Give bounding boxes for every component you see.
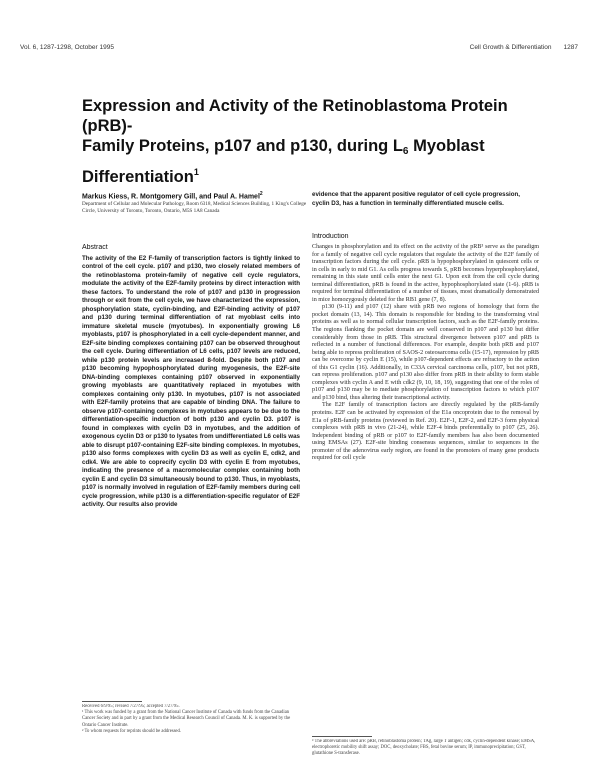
footnote-divider-right [312,736,372,737]
title-line-1: Expression and Activity of the Retinoblastoma Protein (pRB)- [82,97,508,135]
abstract-continuation-text: evidence that the apparent positive regulator of cell cycle progression, cyclin D3, has a function in terminally differentiated muscle cells. [312,191,521,207]
footnotes-left [82,704,300,754]
abstract-continuation [312,191,539,225]
received-dates: Received 6/9/95; revised 7/27/95; accepted 7/27/95. [82,704,180,709]
title-line-3: Differentiation$^1$ [82,167,199,186]
footnote-abbreviations: ³ The abbreviations used are: pRB, retinoblastoma protein; TAg, large T antigen; cdk, cyclin-dependent kinase; EMSA, electrophoretic mobility shift assay; DOC, deoxycholate; FBS, fetal bovine serum; IP, immunoprecipitation; GST, glutathione S-transferase. [312,739,536,757]
introduction-text [312,244,539,463]
footnote-2: ² To whom requests for reprints should be addressed. [82,728,182,734]
introduction-paragraph-2: p130 (9-11) and p107 (12) share with pRB two regions of homology that form the pocket domain (13, 14). This domain is responsible for binding to the transforming viral proteins as well as to normal cellular transcription factors, such as the E2F-family proteins. The regions flanking the pocket domain are well conserved in p107 and p130 but differ considerably from those in pRB. This structural divergence between p107 and pRB is reflected in a number of functional differences. For example, despite both pRB and p107 being able to repress proliferation of SAOS-2 osteosarcoma cells (15-17), repression by pRB can be overcome by cyclin E (15), while p107-dependent effects are refractory to the action of this G1 cyclin (16). Additionally, in C33A cervical carcinoma cells, p107, but not pRB, can repress proliferation. p107 and p130 also differ from pRB in their ability to form stable complexes with cyclin A and E with cdk2 (9, 10, 18, 19), suggesting that one of the roles of p107 and p130 may be to mediate phosphorylation of transcription factors to which p107 and p130 bind, thus altering their transcriptional activity. [312,304,539,401]
journal-citation: Vol. 6, 1287-1298, October 1995 [20,44,114,51]
abstract-heading: Abstract [82,244,108,251]
article-title [82,96,552,187]
introduction-section [312,233,539,733]
introduction-paragraph-3: The E2F family of transcription factors are directly regulated by the pRB-family proteins. E2F can be activated by expression of the E1a oncoprotein due to the removal by E1a of pRB-family proteins (reviewed in Ref. 20). E2F-1, E2F-2, and E2F-3 form physical complexes with pRB in vivo (21-24), while E2F-4 binds preferentially to p107 (25, 26). Independent binding of pRB or p107 to E2F-family members has also been documented using EMSAs (27). E2F-site binding consensus sequences, similar to sequences in the promoter of the adenovirus early region, are found in the promoters of many gene products required for cell cycle [312,402,539,462]
page-number: 1287 [563,44,578,51]
journal-section: Cell Growth & Differentiation [469,44,552,51]
title-line-2: Family Proteins, p107 and p130, during $L_6$ Myoblast [82,137,485,157]
footnote-1: ¹ This work was funded by a grant from the National Cancer Institute of Canada with funds from the Canadian Cancer Society and in part by a grant from the Medical Research Council of Canada. M. K. is supported by the Ontario Cancer Institute. [82,710,291,728]
running-header [20,44,578,56]
introduction-heading: Introduction [312,233,349,240]
introduction-paragraph-1: Changes in phosphorylation and its effect on the activity of the pRB³ serve as the paradigm for a family of negative cell cycle regulators that regulate the activity of the E2F family of transcription factors during the cell cycle. pRB is hypophosphorylated in quiescent cells or in cells in early to mid G1. As cells progress towards S, pRB becomes hyperphosphorylated, remaining in this state until cells enter the next G1. Upon exit from the cell cycle during terminal differentiation, pRB is found in the active, hypophosphorylated state (1-6). pRB is required for terminal differentiation of a number of tissues, most dramatically demonstrated in mice homozygously deleted for the RB1 gene (7, 8). [312,244,539,303]
abstract-section [82,244,300,594]
abstract-text: The activity of the E2 F-family of transcription factors is tightly linked to control of the cell cycle. p107 and p130, two closely related members of the retinoblastoma protein-family of negative cell cycle regulators, modulate the activity of the E2F-family proteins by direct interaction with these factors. To understand the role of p107 and p130 in progression through or exit from the cell cycle, we have characterized the expression, phosphorylation state, cyclin-binding, and E2F-binding activity of p107 and p130 during terminal differentiation of rat myoblast cells into immature skeletal muscle (myotubes). In exponentially growing L6 myoblasts, p107 is phosphorylated in a cell cycle-dependent manner, and E2F-site binding complexes containing p107 can be observed throughout the cell cycle. During differentiation of L6 cells, p107 levels are reduced, while p130 protein levels are increased 8-fold. Despite both p107 and p130 becoming hypophosphorylated during myogenesis, the E2F-site DNA-binding complexes containing p107 observed in exponentially growing myoblasts are quantitatively replaced in myotubes with complexes containing only p130. In myotubes, p107 is not associated with E2F-family proteins that are capable of binding DNA. The failure to observe p107-containing complexes in myotubes appears to be due to the differentiation-specific induction of both p130 and cyclin D3. p107 is found in complexes with cyclin D3 in myotubes, and the addition of exogenous cyclin D3 or p130 to lysates from undifferentiated L6 cells was able to disrupt p107-containing E2F-site binding complexes. In myotubes, p130 also forms complexes with cyclin D3 as well as cyclin E, cdk2, and cdk4. We are able to coprecify cyclin D3 with cyclin E from myotubes, indicating the presence of a macromolecular complex containing both cyclin E and cyclin D3 simultaneously bound to p130. Thus, in myoblasts, p107 is normally involved in regulation of E2F-family members during cell cycle progression, while p130 is a differentiation-specific regulator of E2F activity. Our results also provide [82,255,300,509]
author-list: Markus Kiess, R. Montgomery Gill, and Paul A. Hamel$^2$ [82,191,263,201]
author-affiliation: Department of Cellular and Molecular Pathology, Room 6318, Medical Sciences Building, 1 King's College Circle, University of Toronto, Toronto, Ontario, M5S 1A8 Canada [82,201,307,215]
footnote-divider-left [82,701,142,702]
running-header-right [470,44,578,51]
